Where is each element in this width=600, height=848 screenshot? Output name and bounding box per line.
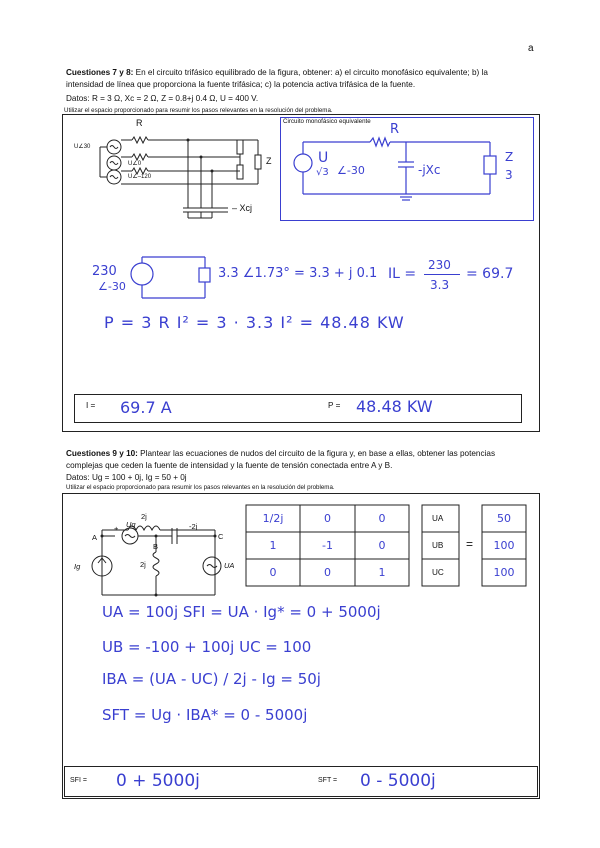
q1-mono-label-u: U — [318, 150, 329, 166]
q2-hw-line2: UB = -100 + 100j UC = 100 — [102, 638, 312, 656]
matrix-cell-2-2: 1 — [378, 566, 386, 579]
q1-label-xc: – Xcj — [232, 203, 253, 213]
matrix-cell-1-1: -1 — [322, 539, 333, 552]
q1-label-r: R — [136, 118, 143, 128]
q1-hw-res1: = 69.7 — [466, 266, 514, 282]
q2-heading-rest: Plantear las ecuaciones de nudos del circuito de la figura y, en base a ellas, obtener las potencias — [137, 449, 496, 458]
q2-label-ig: Ig — [74, 562, 81, 571]
matrix-cell-1-0: 1 — [269, 539, 277, 552]
unknown-ua: UA — [432, 514, 444, 523]
q1-hw-src: 230 — [92, 264, 117, 279]
q1-answer-p-value: 48.48 KW — [356, 397, 433, 416]
unknown-ub: UB — [432, 541, 444, 550]
q2-answer-s1-value: 0 + 5000j — [116, 771, 200, 791]
matrix-equals: = — [466, 537, 474, 551]
matrix-cell-0-2: 0 — [378, 512, 386, 525]
matrix-cell-2-0: 0 — [269, 566, 277, 579]
q2-hw-line4: SFT = Ug · IBA* = 0 - 5000j — [102, 706, 308, 724]
q1-hw-frac-num: 230 — [428, 258, 451, 272]
q1-label-u3: U∠–120 — [128, 174, 152, 180]
rhs-1: 100 — [493, 539, 515, 552]
q1-hw-frac-den: 3.3 — [430, 278, 450, 292]
q1-label-u2: U∠0 — [128, 161, 142, 167]
q2-label-2j-r: 2j — [140, 560, 146, 569]
q1-mono-label-r: R — [390, 122, 400, 137]
q2-label-c: C — [218, 532, 224, 541]
q1-hw-src-ang: ∠-30 — [98, 280, 126, 293]
q1-mono-label-z: Z — [505, 150, 514, 164]
q1-answer-i-label: I = — [86, 401, 96, 410]
q1-mono-label-jxc: -jXc — [418, 163, 441, 177]
q2-label-ug: Ug — [126, 520, 136, 529]
q1-instruction: Utilizar el espacio proporcionado para resumir los pasos relevantes en la resolución del problema. — [64, 107, 333, 114]
q2-answer-s2-label: SFT = — [318, 777, 338, 784]
q2-heading-line2: complejas que ceden la fuente de intensidad y la fuente de tensión conectada entre A y B. — [66, 461, 393, 470]
q1-label-z: Z — [266, 156, 272, 166]
q2-instruction: Utilizar el espacio proporcionado para resumir los pasos relevantes en la resolución del problema. — [66, 484, 335, 491]
q2-label-b: B — [153, 542, 159, 551]
q2-label-2j-c: -2j — [189, 522, 198, 531]
matrix-cell-0-0: 1/2j — [262, 512, 284, 525]
q1-answer-i-value: 69.7 A — [120, 398, 172, 417]
unknown-uc: UC — [432, 568, 444, 577]
q2-answer-s2-value: 0 - 5000j — [360, 771, 436, 791]
q1-answer-p-label: P = — [328, 401, 341, 410]
rhs-0: 50 — [497, 512, 511, 525]
rhs-2: 100 — [493, 566, 515, 579]
q1-mono-label-sqrt3: √3 — [316, 167, 329, 178]
q1-hw-il: IL = — [388, 266, 417, 282]
q1-mono-label-three: 3 — [505, 168, 513, 182]
matrix-cell-2-1: 0 — [324, 566, 331, 579]
q1-heading-rest: En el circuito trifásico equilibrado de la figura, obtener: a) el circuito monofásico equivalente; b) la — [133, 68, 488, 77]
q2-label-2j-top: 2j — [141, 512, 147, 521]
q1-datos: Datos: R = 3 Ω, Xc = 2 Ω, Z = 0.8+j 0.4 Ω, U = 400 V. — [66, 94, 259, 103]
q2-label-a: A — [92, 533, 98, 542]
q2-hw-line3: IBA = (UA - UC) / 2j - Ig = 50j — [102, 670, 321, 688]
q2-label-plus: + — [114, 524, 119, 533]
q1-heading-bold: Cuestiones 7 y 8: — [66, 68, 134, 77]
q1-mono-label-ang: ∠-30 — [337, 164, 365, 177]
matrix-cell-1-2: 0 — [378, 539, 386, 552]
q1-label-u1: U∠30 — [74, 144, 91, 150]
q2-answer-s1-label: SFI = — [70, 777, 87, 784]
q1-heading-line2: intensidad de línea que proporciona la fuente trifásica; c) la potencia activa trifásica de la fuente. — [66, 80, 416, 89]
q1-hw-line2: P = 3 R I² = 3 · 3.3 I² = 48.48 KW — [104, 313, 405, 332]
q2-label-ua: UA — [224, 561, 235, 570]
page-letter: a — [528, 43, 534, 54]
q2-heading-bold: Cuestiones 9 y 10: — [66, 449, 138, 458]
q2-hw-line1: UA = 100j SFI = UA · Ig* = 0 + 5000j — [102, 603, 381, 621]
q2-datos: Datos: Ug = 100 + 0j, Ig = 50 + 0j — [66, 473, 187, 482]
q1-hw-eq1: 3.3 ∠1.73° = 3.3 + j 0.1 — [218, 266, 378, 281]
matrix-cell-0-1: 0 — [324, 512, 331, 525]
q1-mono-title: Circuito monofásico equivalente — [283, 118, 371, 125]
